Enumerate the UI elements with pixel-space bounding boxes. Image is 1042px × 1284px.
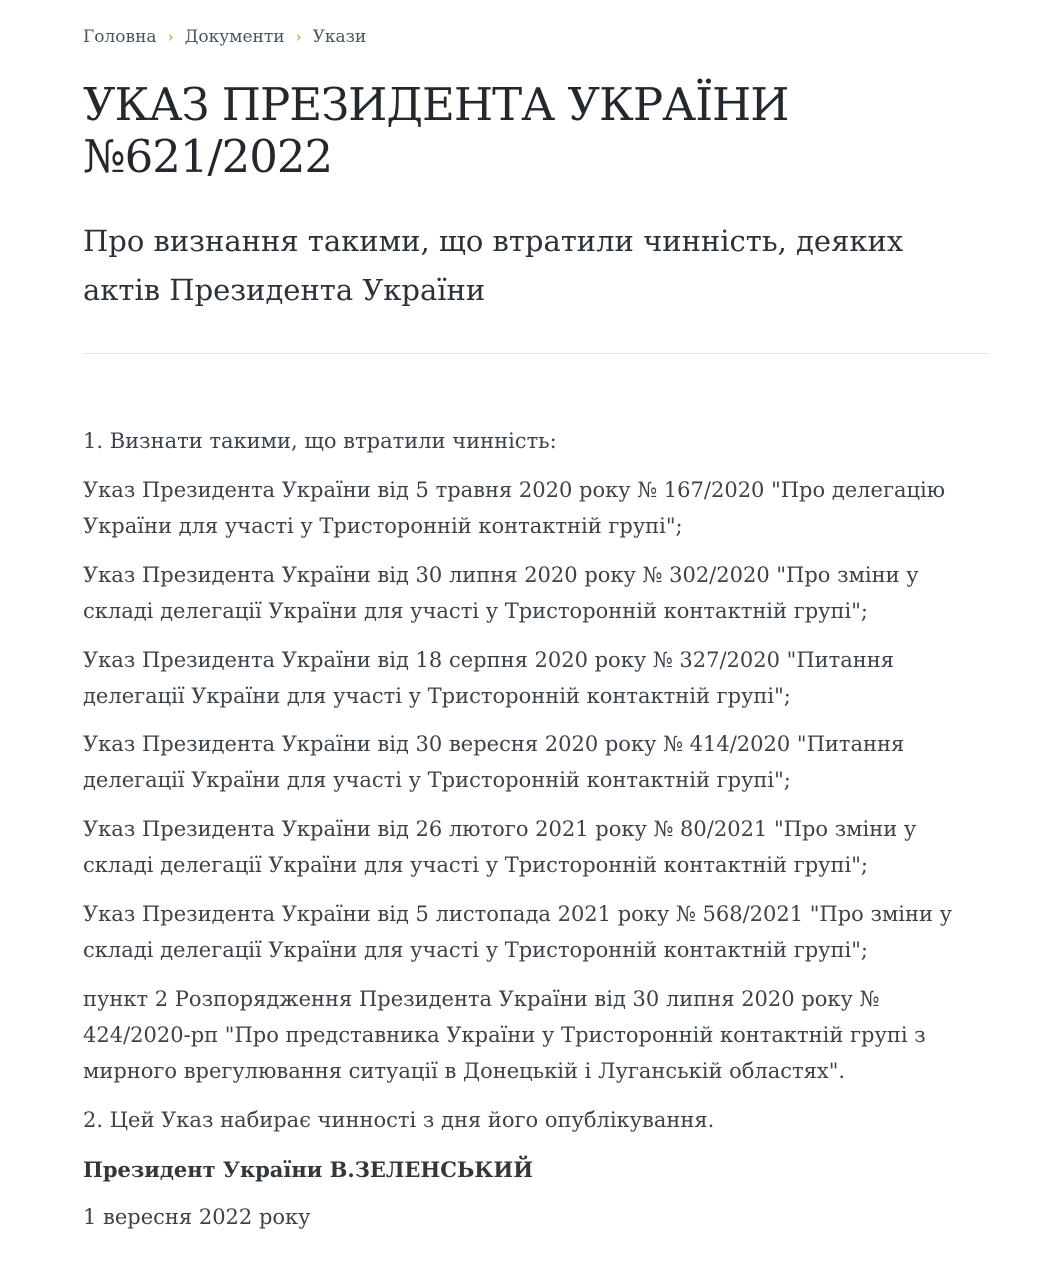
chevron-right-icon: ›	[295, 27, 302, 46]
paragraph: Указ Президента України від 26 лютого 2021 року № 80/2021 "Про зміни у складі делегації України для участі у Тристоронній контактній групі";	[83, 817, 917, 878]
paragraph: 2. Цей Указ набирає чинності з дня його опублікування.	[83, 1107, 715, 1132]
breadcrumb	[83, 27, 990, 47]
breadcrumb-item-home[interactable]: Головна	[83, 27, 157, 47]
document-body	[83, 424, 990, 1236]
paragraph: Указ Президента України від 5 листопада 2021 року № 568/2021 "Про зміни у складі делегації України для участі у Тристоронній контактній групі";	[83, 902, 953, 962]
paragraph: Указ Президента України від 30 вересня 2020 року № 414/2020 "Питання делегації України для участі у Тристоронній контактній групі";	[83, 732, 905, 793]
paragraph: 1. Визнати такими, що втратили чинність:	[83, 429, 557, 454]
paragraph: Указ Президента України від 30 липня 2020 року № 302/2020 "Про зміни у складі делегації України для участі у Тристоронній контактній групі";	[83, 562, 919, 623]
chevron-right-icon: ›	[167, 27, 174, 46]
breadcrumb-item-decrees[interactable]: Укази	[312, 27, 367, 47]
breadcrumb-item-documents[interactable]: Документи	[184, 27, 285, 47]
page-title: УКАЗ ПРЕЗИДЕНТА УКРАЇНИ №621/2022	[83, 78, 789, 183]
document-date: 1 вересня 2022 року	[83, 1205, 311, 1230]
paragraph: пункт 2 Розпорядження Президента України від 30 липня 2020 року № 424/2020-рп "Про представника України у Тристоронній контактній групі з мирного врегулювання ситуації в Донецькій і Луганській областях".	[83, 986, 926, 1083]
page-subtitle: Про визнання такими, що втратили чинність, деяких актів Президента України	[83, 223, 904, 307]
divider	[83, 353, 990, 354]
paragraph: Указ Президента України від 18 серпня 2020 року № 327/2020 "Питання делегації України для участі у Тристоронній контактній групі";	[83, 647, 895, 708]
signature-line: Президент України В.ЗЕЛЕНСЬКИЙ	[83, 1156, 534, 1182]
paragraph: Указ Президента України від 5 травня 2020 року № 167/2020 "Про делегацію України для участі у Тристоронній контактній групі";	[83, 478, 945, 538]
